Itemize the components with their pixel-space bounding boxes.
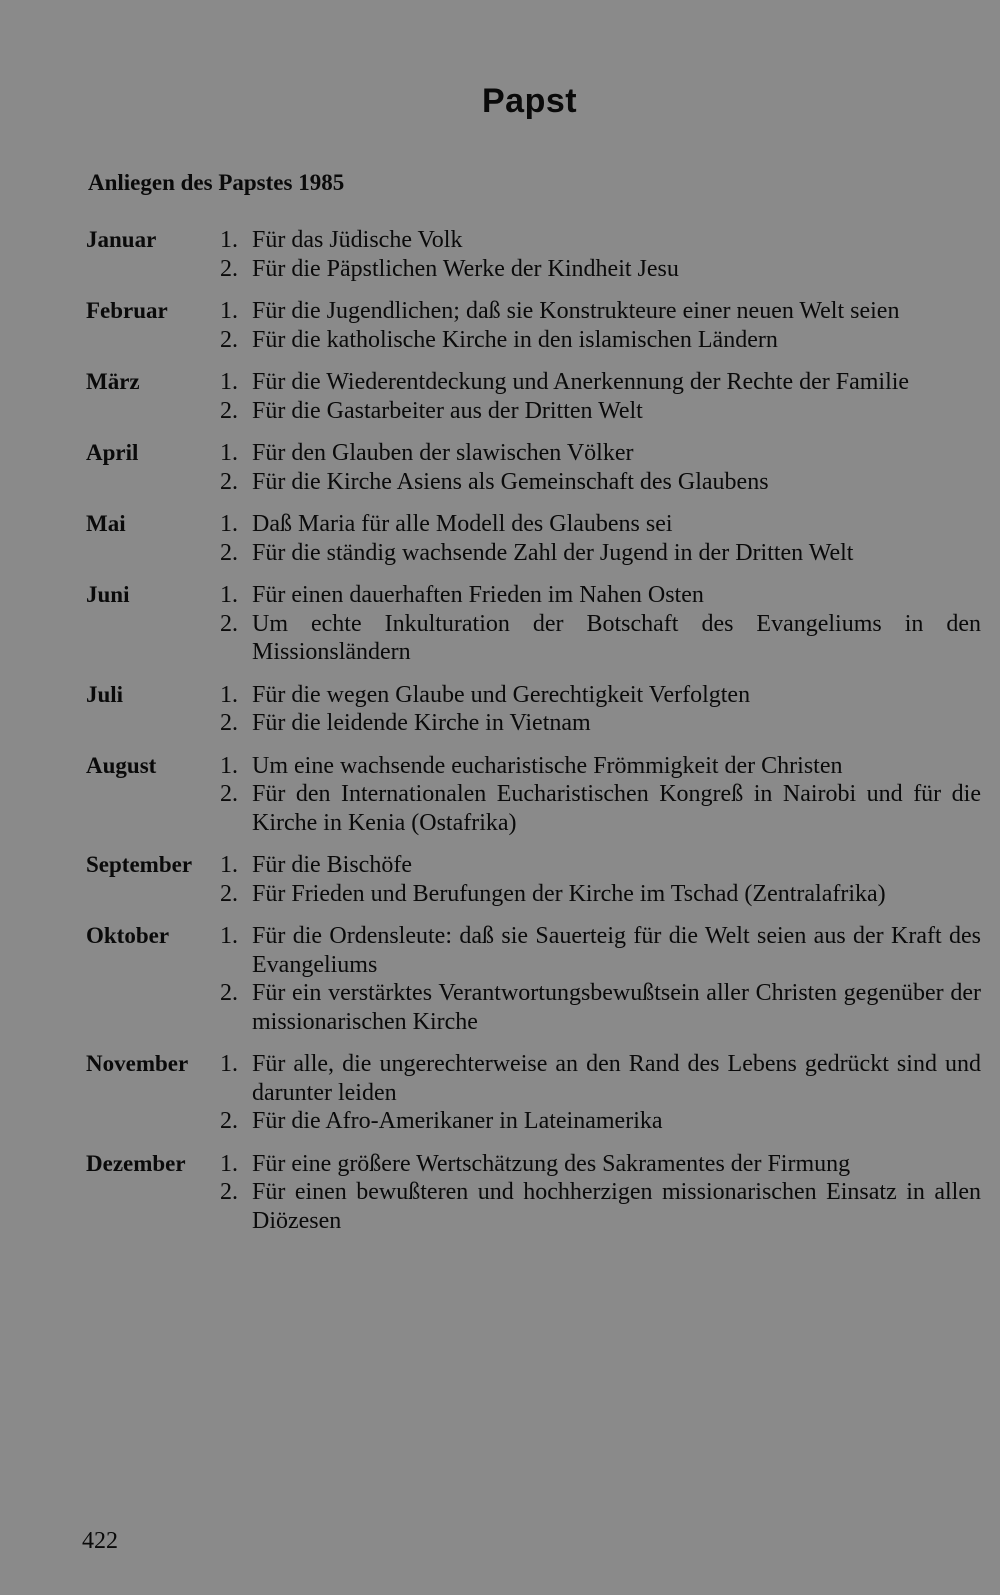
intention-item [220, 979, 981, 1036]
month-list [86, 226, 981, 1249]
intention-number: 2. [220, 539, 238, 566]
intention-text: Für die Bischöfe [252, 852, 412, 878]
intention-list [220, 922, 981, 1036]
month-row [86, 581, 981, 667]
month-name: Mai [86, 511, 126, 536]
intention-item [220, 880, 981, 909]
intention-item [220, 468, 981, 497]
intention-item [220, 709, 981, 738]
intention-text: Für Frieden und Berufungen der Kirche im Tschad (Zentralafrika) [252, 880, 886, 907]
intention-item [220, 510, 981, 539]
intention-text: Für einen dauerhaften Frieden im Nahen Osten [252, 582, 704, 608]
intention-list [220, 510, 981, 567]
month-row [86, 752, 981, 838]
intention-text: Um echte Inkulturation der Botschaft des Evangeliums in den Missionsländern [252, 610, 981, 665]
intention-item [220, 922, 981, 979]
intention-item [220, 226, 981, 255]
month-name: Dezember [86, 1150, 186, 1176]
month-row [86, 1150, 981, 1236]
intention-list [220, 581, 981, 667]
intention-text: Für die Päpstlichen Werke der Kindheit Jesu [252, 255, 679, 282]
month-name: Februar [86, 298, 168, 323]
month-row [86, 922, 981, 1036]
intention-item [220, 610, 981, 667]
intention-number: 1. [220, 227, 238, 253]
intention-number: 1. [220, 1051, 238, 1077]
intention-text: Für die Ordensleute: daß sie Sauerteig für die Welt seien aus der Kraft des Evangeliums [252, 923, 981, 978]
intention-item [220, 255, 981, 284]
intention-number: 2. [220, 1179, 238, 1205]
intention-list [220, 439, 981, 496]
intention-item [220, 752, 981, 781]
intention-number: 1. [220, 752, 238, 779]
intention-number: 2. [220, 255, 238, 282]
intention-text: Für die leidende Kirche in Vietnam [252, 710, 591, 736]
intention-list [220, 681, 981, 738]
intention-item [220, 1178, 981, 1235]
month-name: August [86, 752, 157, 778]
section-heading: Anliegen des Papstes 1985 [88, 170, 345, 195]
intention-number: 2. [220, 397, 238, 424]
intention-item [220, 780, 981, 837]
month-row [86, 1050, 981, 1136]
intention-number: 2. [220, 980, 238, 1006]
month-row [86, 226, 981, 283]
intention-text: Für alle, die ungerechterweise an den Rand des Lebens gedrückt sind und darunter leiden [252, 1051, 981, 1106]
month-row [86, 681, 981, 738]
intention-text: Für die katholische Kirche in den islamischen Ländern [252, 326, 778, 353]
intention-number: 1. [220, 681, 238, 708]
page-number: 422 [82, 1528, 118, 1554]
month-row [86, 439, 981, 496]
intention-item [220, 851, 981, 880]
intention-number: 2. [220, 610, 238, 637]
intention-list [220, 851, 981, 908]
intention-number: 1. [220, 923, 238, 949]
intention-text: Daß Maria für alle Modell des Glaubens sei [252, 511, 673, 537]
month-row [86, 510, 981, 567]
intention-item [220, 1150, 981, 1179]
intention-text: Für die ständig wachsende Zahl der Jugend in der Dritten Welt [252, 539, 854, 566]
intention-number: 2. [220, 781, 238, 807]
intention-list [220, 752, 981, 838]
intention-number: 2. [220, 710, 238, 736]
intention-text: Für den Internationalen Eucharistischen Kongreß in Nairobi und für die Kirche in Kenia (Ostafrika) [252, 781, 981, 836]
intention-text: Für die Wiederentdeckung und Anerkennung der Rechte der Familie [252, 369, 910, 395]
intention-item [220, 1107, 981, 1136]
intention-item [220, 368, 981, 397]
intention-list [220, 226, 981, 283]
intention-item [220, 1050, 981, 1107]
month-row [86, 297, 981, 354]
intention-text: Für ein verstärktes Verantwortungsbewußtsein aller Christen gegenüber der missionarischen Kirche [252, 980, 981, 1035]
month-name: April [86, 440, 139, 465]
intention-text: Um eine wachsende eucharistische Frömmigkeit der Christen [252, 752, 843, 779]
month-name: Januar [86, 227, 157, 252]
intention-text: Für die Kirche Asiens als Gemeinschaft des Glaubens [252, 468, 769, 495]
intention-number: 1. [220, 582, 238, 608]
intention-text: Für die Gastarbeiter aus der Dritten Welt [252, 397, 643, 424]
intention-number: 1. [220, 852, 238, 878]
intention-text: Für das Jüdische Volk [252, 227, 463, 253]
month-name: Juli [86, 681, 124, 707]
intention-number: 1. [220, 369, 238, 395]
intention-item [220, 297, 981, 326]
month-row [86, 368, 981, 425]
intention-number: 2. [220, 326, 238, 353]
intention-item [220, 397, 981, 426]
intention-number: 1. [220, 511, 238, 537]
intention-list [220, 1150, 981, 1236]
month-name: März [86, 369, 140, 394]
month-name: November [86, 1051, 189, 1076]
month-name: Oktober [86, 923, 170, 948]
intention-text: Für die Afro-Amerikaner in Lateinamerika [252, 1108, 663, 1134]
intention-item [220, 539, 981, 568]
intention-item [220, 439, 981, 468]
intention-number: 2. [220, 1108, 238, 1134]
intention-number: 1. [220, 1150, 238, 1177]
intention-list [220, 297, 981, 354]
page-title: Papst [482, 82, 578, 120]
intention-list [220, 368, 981, 425]
intention-number: 1. [220, 298, 238, 324]
month-row [86, 851, 981, 908]
intention-text: Für die wegen Glaube und Gerechtigkeit Verfolgten [252, 681, 751, 708]
intention-text: Für den Glauben der slawischen Völker [252, 440, 634, 466]
intention-text: Für einen bewußteren und hochherzigen missionarischen Einsatz in allen Diözesen [252, 1179, 981, 1234]
intention-number: 2. [220, 880, 238, 907]
intention-list [220, 1050, 981, 1136]
intention-number: 2. [220, 468, 238, 495]
intention-text: Für die Jugendlichen; daß sie Konstrukteure einer neuen Welt seien [252, 298, 900, 324]
intention-text: Für eine größere Wertschätzung des Sakramentes der Firmung [252, 1150, 851, 1177]
month-name: Juni [86, 582, 130, 607]
month-name: September [86, 852, 193, 877]
intention-item [220, 326, 981, 355]
intention-number: 1. [220, 440, 238, 466]
intention-item [220, 581, 981, 610]
intention-item [220, 681, 981, 710]
